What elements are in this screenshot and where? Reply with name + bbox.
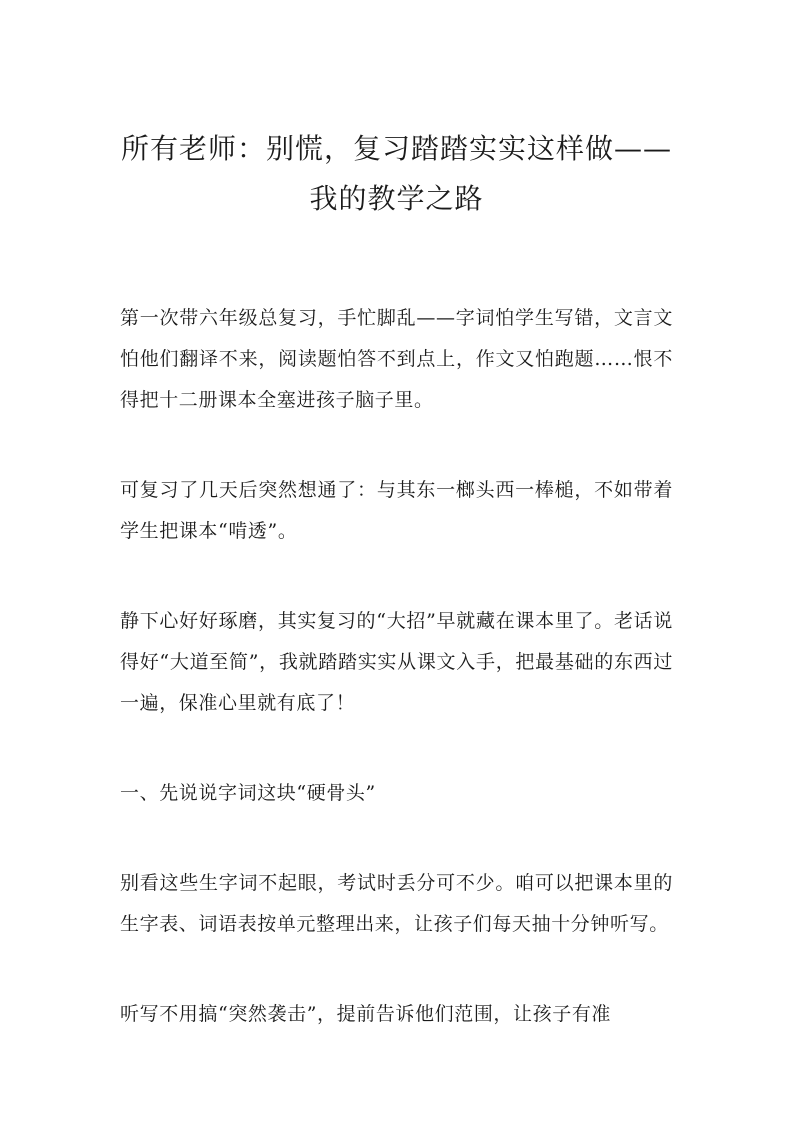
paragraph-intro: 第一次带六年级总复习，手忙脚乱——字词怕学生写错，文言文怕他们翻译不来，阅读题怕答不到点上，作文又怕跑题……恨不得把十二册课本全塞进孩子脑子里。 bbox=[120, 307, 673, 411]
paragraph-words: 别看这些生字词不起眼，考试时丢分可不少。咱可以把课本里的生字表、词语表按单元整理出来，让孩子们每天抽十分钟听写。 bbox=[120, 872, 673, 935]
document-title bbox=[120, 0, 673, 224]
paragraph-dictation: 听写不用搞“突然袭击”，提前告诉他们范围，让孩子有准 bbox=[120, 1003, 612, 1025]
paragraph-realization: 可复习了几天后突然想通了：与其东一榔头西一棒槌，不如带着学生把课本“啃透”。 bbox=[120, 479, 673, 542]
document-body bbox=[120, 298, 673, 1035]
title-line-1: 所有老师：别慌，复习踏踏实实这样做—— bbox=[120, 132, 672, 165]
title-line-2: 我的教学之路 bbox=[309, 182, 484, 215]
paragraph-method: 静下心好好琢磨，其实复习的“大招”早就藏在课本里了。老话说得好“大道至简”，我就踏踏实实从课文入手，把最基础的东西过一遍，保准心里就有底了！ bbox=[120, 610, 673, 714]
section-heading-words: 一、先说说字词这块“硬骨头” bbox=[120, 782, 376, 804]
